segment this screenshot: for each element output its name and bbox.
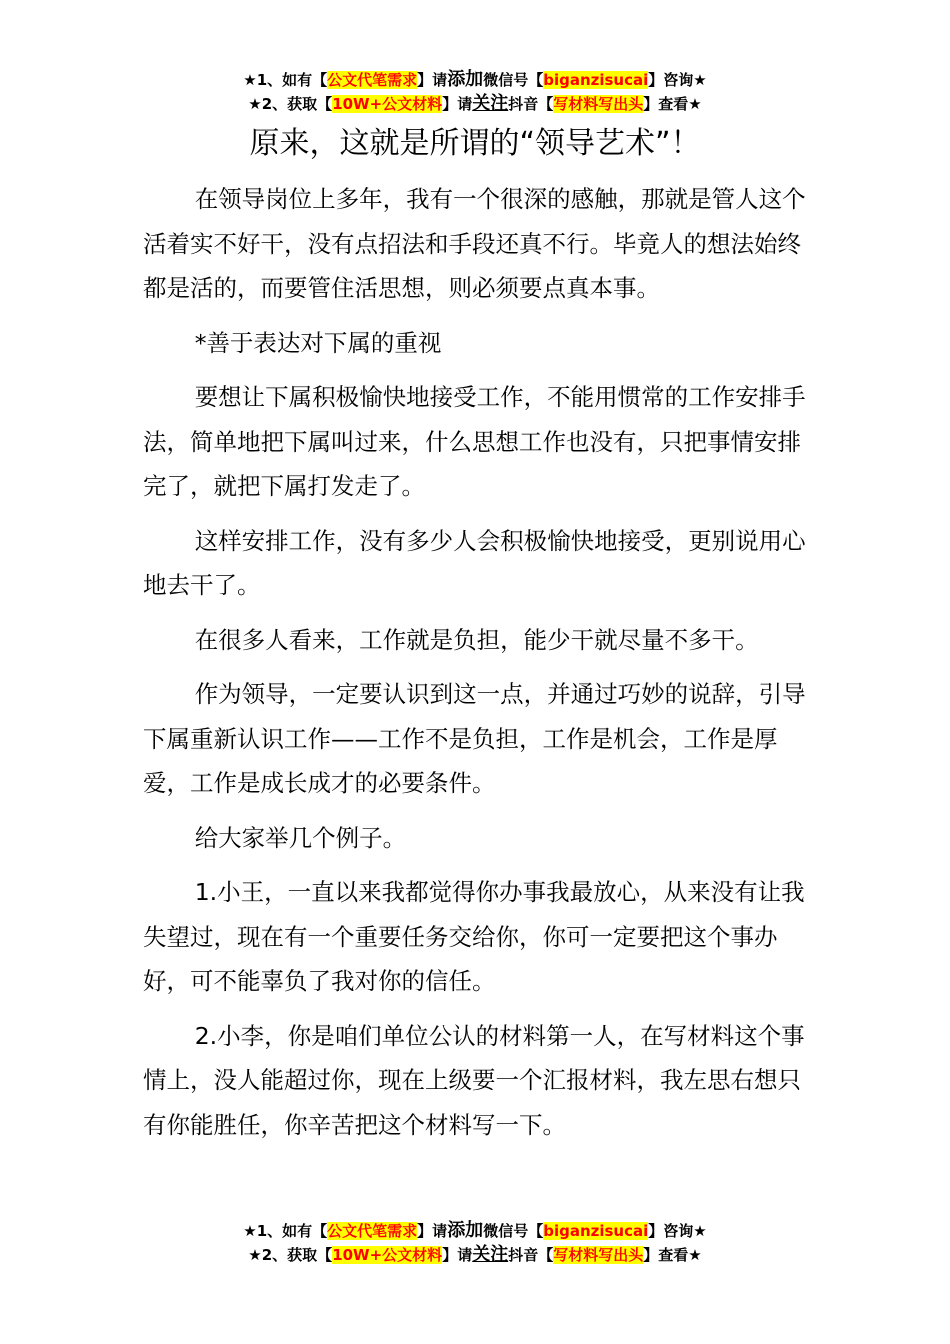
banner-line-1: ★1、如有【公文代笔需求】请添加微信号【biganzisucai】咨询★ bbox=[243, 1220, 707, 1241]
paragraph: 作为领导，一定要认识到这一点，并通过巧妙的说辞，引导下属重新认识工作——工作不是负担，工作是机会，工作是厚爱，工作是成长成才的必要条件。 bbox=[143, 680, 806, 797]
paragraph: 这样安排工作，没有多少人会积极愉快地接受，更别说用心地去干了。 bbox=[143, 526, 806, 599]
banner-line-2: ★2、获取【10W+公文材料】请关注抖音【写材料写出头】查看★ bbox=[248, 93, 702, 114]
page-title: 原来，这就是所谓的“领导艺术”！ bbox=[249, 126, 701, 161]
highlight-douyin-name: 写材料写出头 bbox=[553, 1246, 644, 1264]
paragraph: 在领导岗位上多年，我有一个很深的感触，那就是管人这个活着实不好干，没有点招法和手段还真不行。毕竟人的想法始终都是活的，而要管住活思想，则必须要点真本事。 bbox=[143, 185, 806, 302]
highlight-wechat-id: biganzisucai bbox=[543, 71, 649, 89]
paragraph: 要想让下属积极愉快地接受工作，不能用惯常的工作安排手法，简单地把下属叫过来，什么思想工作也没有，只把事情安排完了，就把下属打发走了。 bbox=[143, 383, 806, 500]
article-body bbox=[143, 177, 823, 1157]
paragraph: 2.小李，你是咱们单位公认的材料第一人，在写材料这个事情上，没人能超过你，现在上级要一个汇报材料，我左思右想只有你能胜任，你辛苦把这个材料写一下。 bbox=[143, 1021, 805, 1139]
highlight-service: 公文代笔需求 bbox=[327, 1222, 418, 1240]
paragraph: 给大家举几个例子。 bbox=[194, 823, 407, 852]
paragraph: 1.小王，一直以来我都觉得你办事我最放心，从来没有让我失望过，现在有一个重要任务交给你，你可一定要把这个事办好，可不能辜负了我对你的信任。 bbox=[143, 878, 805, 995]
highlight-materials: 10W+公文材料 bbox=[332, 95, 443, 113]
bottom-banner bbox=[0, 1219, 950, 1267]
top-banner bbox=[0, 68, 950, 116]
banner-line-2: ★2、获取【10W+公文材料】请关注抖音【写材料写出头】查看★ bbox=[248, 1244, 702, 1265]
highlight-wechat-id: biganzisucai bbox=[543, 1222, 649, 1240]
section-heading: *善于表达对下属的重视 bbox=[194, 328, 442, 357]
banner-line-1: ★1、如有【公文代笔需求】请添加微信号【biganzisucai】咨询★ bbox=[243, 69, 707, 90]
highlight-service: 公文代笔需求 bbox=[327, 71, 418, 89]
highlight-douyin-name: 写材料写出头 bbox=[553, 95, 644, 113]
highlight-materials: 10W+公文材料 bbox=[332, 1246, 443, 1264]
paragraph: 在很多人看来，工作就是负担，能少干就尽量不多干。 bbox=[194, 625, 759, 654]
